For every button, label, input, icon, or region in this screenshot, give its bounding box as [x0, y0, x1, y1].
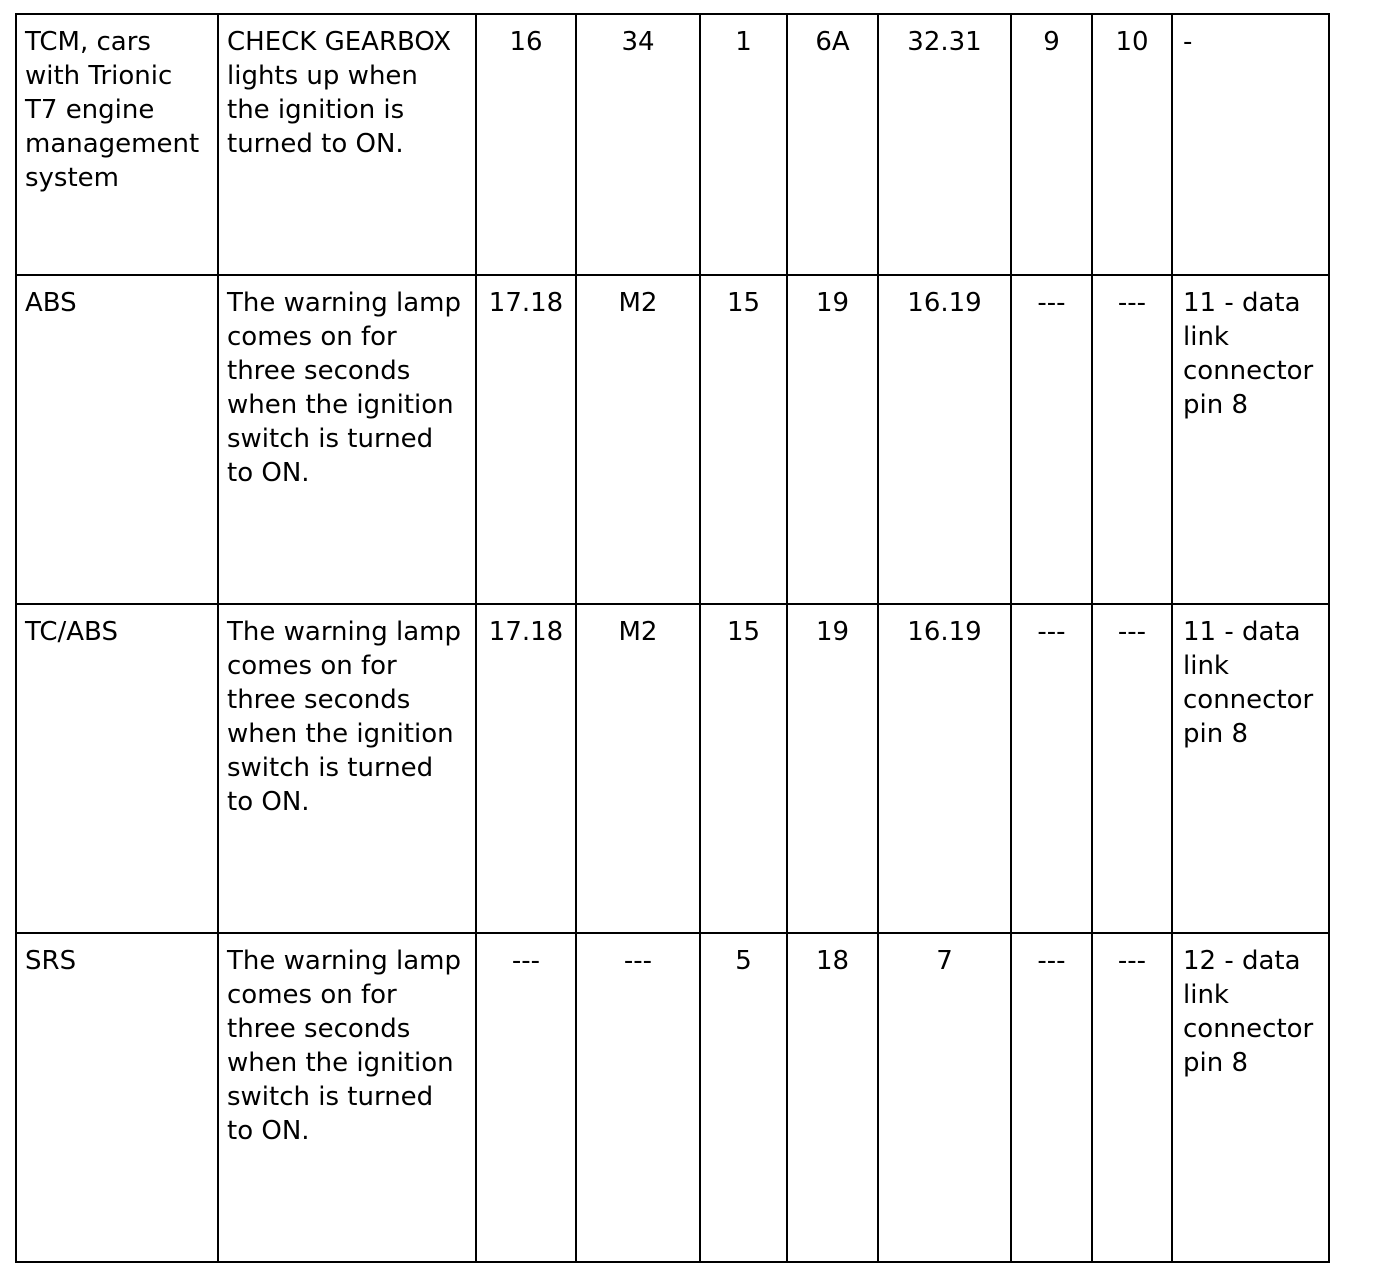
value-cell: 32.31	[878, 14, 1011, 275]
value-cell: ---	[576, 933, 700, 1262]
value-cell: 16.19	[878, 604, 1011, 933]
value-cell: ---	[1092, 275, 1172, 604]
system-cell: SRS	[16, 933, 218, 1262]
table-row	[16, 275, 1329, 604]
note-cell: 11 - data link connector pin 8	[1172, 275, 1329, 604]
value-cell: 16	[476, 14, 576, 275]
value-cell: ---	[1011, 275, 1092, 604]
value-cell: 1	[700, 14, 787, 275]
diagnostic-table	[15, 13, 1330, 1263]
value-cell: 5	[700, 933, 787, 1262]
table-row	[16, 604, 1329, 933]
value-cell: 10	[1092, 14, 1172, 275]
description-cell: The warning lamp comes on for three seconds when the ignition switch is turned to ON.	[218, 275, 476, 604]
system-cell: ABS	[16, 275, 218, 604]
value-cell: 16.19	[878, 275, 1011, 604]
description-cell: CHECK GEARBOX lights up when the ignition is turned to ON.	[218, 14, 476, 275]
value-cell: M2	[576, 604, 700, 933]
note-cell: 12 - data link connector pin 8	[1172, 933, 1329, 1262]
value-cell: ---	[1092, 933, 1172, 1262]
value-cell: M2	[576, 275, 700, 604]
description-cell: The warning lamp comes on for three seconds when the ignition switch is turned to ON.	[218, 933, 476, 1262]
value-cell: 34	[576, 14, 700, 275]
value-cell: 19	[787, 275, 878, 604]
system-cell: TCM, cars with Trionic T7 engine management system	[16, 14, 218, 275]
note-cell: 11 - data link connector pin 8	[1172, 604, 1329, 933]
value-cell: ---	[1011, 604, 1092, 933]
table-row	[16, 14, 1329, 275]
value-cell: 18	[787, 933, 878, 1262]
value-cell: 17.18	[476, 275, 576, 604]
value-cell: 17.18	[476, 604, 576, 933]
value-cell: 19	[787, 604, 878, 933]
value-cell: ---	[476, 933, 576, 1262]
value-cell: ---	[1092, 604, 1172, 933]
value-cell: 9	[1011, 14, 1092, 275]
value-cell: 6A	[787, 14, 878, 275]
value-cell: ---	[1011, 933, 1092, 1262]
value-cell: 15	[700, 604, 787, 933]
system-cell: TC/ABS	[16, 604, 218, 933]
description-cell: The warning lamp comes on for three seconds when the ignition switch is turned to ON.	[218, 604, 476, 933]
table-row	[16, 933, 1329, 1262]
note-cell: -	[1172, 14, 1329, 275]
value-cell: 7	[878, 933, 1011, 1262]
value-cell: 15	[700, 275, 787, 604]
